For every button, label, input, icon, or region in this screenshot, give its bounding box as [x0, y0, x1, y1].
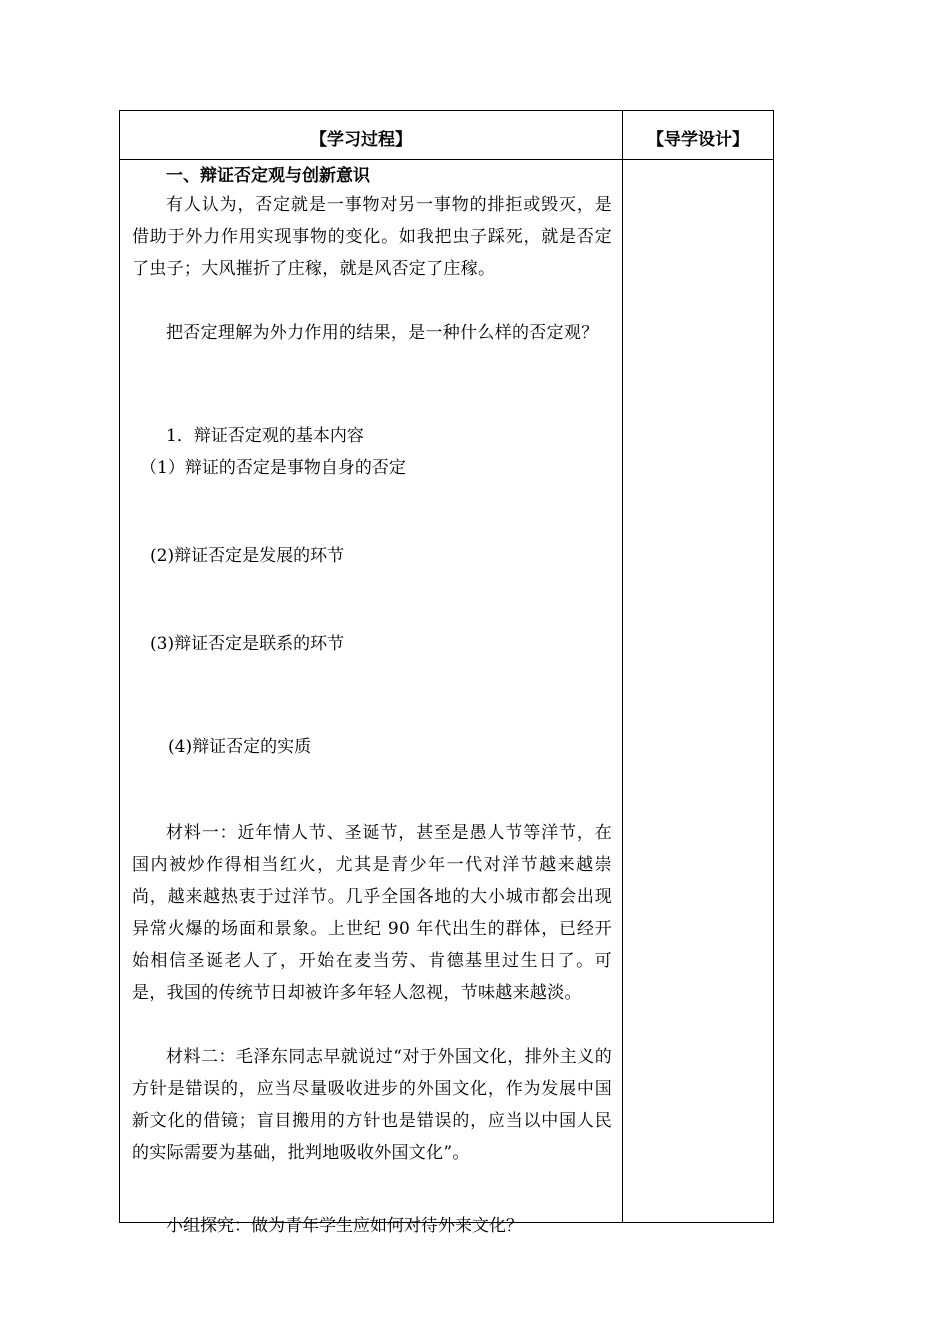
point-4: (4)辩证否定的实质 — [168, 737, 312, 757]
group-inquiry: 小组探究：做为青年学生应如何对待外来文化？ — [166, 1216, 523, 1236]
question-paragraph: 把否定理解为外力作用的结果，是一种什么样的否定观？ — [166, 323, 599, 343]
subheading: 1．辩证否定观的基本内容 — [166, 426, 364, 446]
material-two: 材料二：毛泽东同志早就说过“对于外国文化，排外主义的方针是错误的，应当尽量吸收进步的外国文化，作为发展中国新文化的借镜；盲目搬用的方针也是错误的，应当以中国人民的实际需要为基础，批判地吸收外国文化”。 — [132, 1047, 612, 1163]
guided-design-header: 【导学设计】 — [647, 130, 749, 150]
point-3: (3)辩证否定是联系的环节 — [150, 634, 345, 654]
section-title: 一、辩证否定观与创新意识 — [166, 166, 370, 186]
material-one: 材料一：近年情人节、圣诞节，甚至是愚人节等洋节，在国内被炒作得相当红火，尤其是青少年一代对洋节越来越崇尚，越来越热衷于过洋节。几乎全国各地的大小城市都会出现异常火爆的场面和景象。上世纪 90 年代出生的群体，已经开始相信圣诞老人了，开始在麦当劳、肯德基里过生日了。可是，我国的传统节日却被许多年轻人忽视，节味越来越淡。 — [132, 823, 612, 1003]
column-divider — [622, 111, 623, 1222]
point-2: (2)辩证否定是发展的环节 — [150, 546, 345, 566]
intro-paragraph: 有人认为，否定就是一事物对另一事物的排拒或毁灭，是借助于外力作用实现事物的变化。如我把虫子踩死，就是否定了虫子；大风摧折了庄稼，就是风否定了庄稼。 — [132, 195, 612, 279]
point-1: （1）辩证的否定是事物自身的否定 — [140, 458, 406, 478]
header-divider — [120, 159, 773, 160]
lesson-table — [119, 110, 774, 1236]
learning-process-header: 【学习过程】 — [310, 130, 412, 150]
